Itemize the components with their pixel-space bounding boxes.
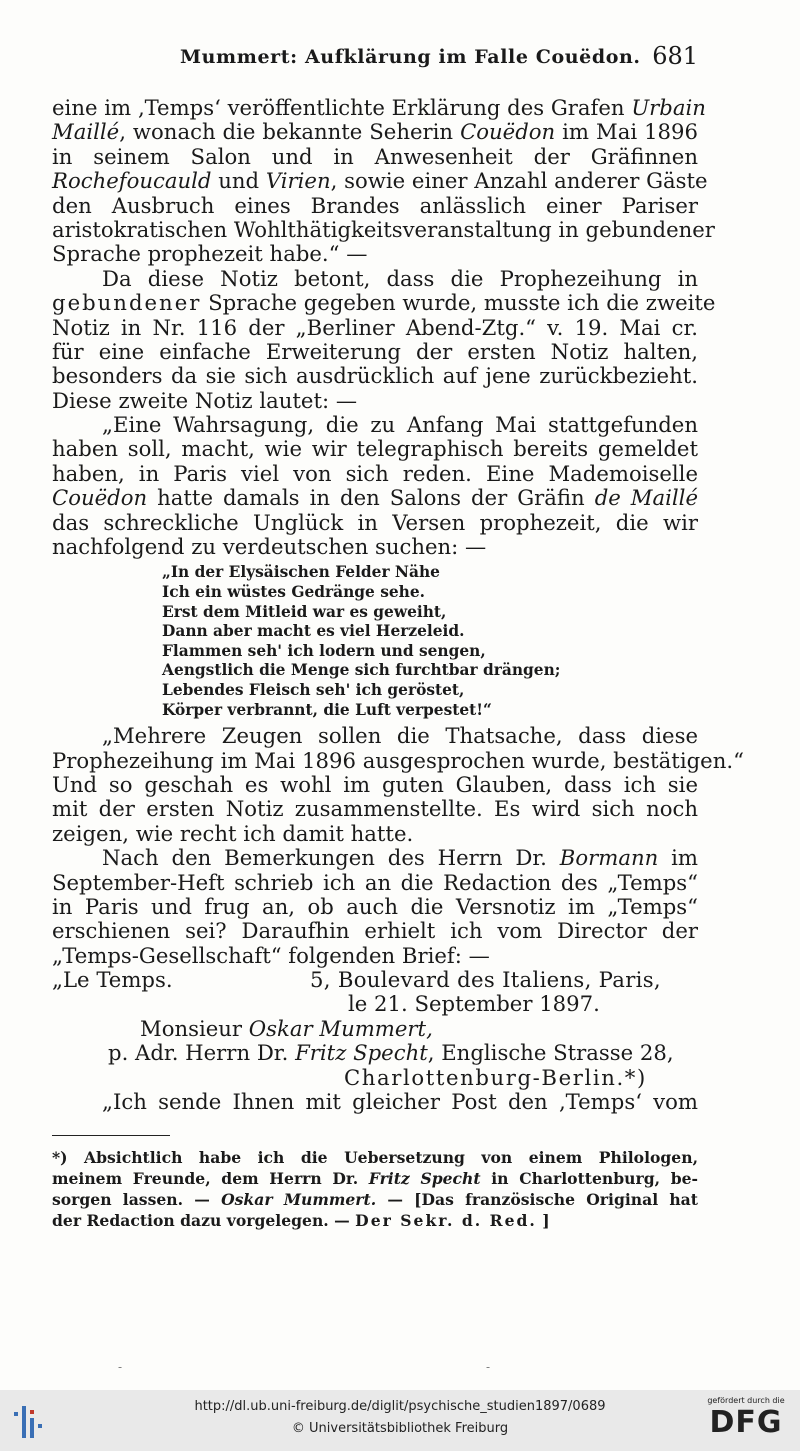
text-line: „Eine Wahrsagung, die zu Anfang Mai stattgefunden (102, 412, 698, 438)
text-line: für eine einfache Erweiterung der ersten Notiz halten, (52, 338, 698, 364)
text-line: besonders da sie sich ausdrücklich auf jene zurückbezieht. (52, 363, 698, 389)
text-line: Notiz in Nr. 116 der „Berliner Abend-Ztg.“ v. 19. Mai cr. (52, 314, 698, 340)
text-line: zeigen, wie recht ich damit hatte. (52, 820, 414, 846)
scan-mark: - (486, 1360, 491, 1374)
footnote-line: sorgen lassen. — Oskar Mummert. — [Das französische Original hat (52, 1190, 698, 1209)
text-line: Maillé, wonach die bekannte Seherin Couëdon im Mai 1896 (52, 119, 698, 145)
text-line: haben soll, macht, wie wir telegraphisch bereits gemeldet (52, 436, 698, 462)
letter-sender: „Le Temps. (52, 967, 173, 993)
text-line: September-Heft schrieb ich an die Redaction des „Temps“ (52, 869, 698, 895)
letter-greeting: Monsieur Oskar Mummert, (140, 1015, 433, 1041)
text-line: eine im ‚Temps‘ veröffentlichte Erklärung des Grafen Urbain (52, 95, 706, 120)
poem (162, 563, 698, 720)
text-line: den Ausbruch eines Brandes anlässlich einer Pariser (52, 192, 698, 218)
text-line: haben, in Paris viel von sich reden. Eine Mademoiselle (52, 460, 698, 486)
text-line: Prophezeihung im Mai 1896 ausgesprochen wurde, bestätigen.“ (52, 747, 744, 773)
letter-recipient-city: Charlottenburg-Berlin.*) (344, 1064, 647, 1090)
footnote (52, 1147, 698, 1231)
source-url[interactable]: http://dl.ub.uni-freiburg.de/diglit/psychische_studien1897/0689 (194, 1399, 606, 1414)
poem-line: Aengstlich die Menge sich furchtbar drängen; (162, 661, 561, 680)
footnote-line: meinem Freunde, dem Herrn Dr. Fritz Specht in Charlottenburg, be- (52, 1169, 699, 1188)
text-line: „Temps-Gesellschaft“ folgenden Brief: — (52, 942, 490, 968)
letter-address: 5, Boulevard des Italiens, Paris, (310, 967, 661, 993)
poem-line: Flammen seh' ich lodern und sengen, (162, 641, 486, 660)
running-title: Mummert: Aufklärung im Falle Couëdon. (180, 46, 641, 68)
footnote-rule (52, 1135, 170, 1136)
text-line: Couëdon hatte damals in den Salons der Gräfin de Maillé (52, 485, 698, 511)
text-line: „Mehrere Zeugen sollen die Thatsache, dass diese (102, 723, 698, 749)
dfg-logo (702, 1396, 790, 1440)
footnote-line: der Redaction dazu vorgelegen. — Der Sekr. d. Red. ] (52, 1211, 550, 1230)
text-line: gebundener Sprache gegeben wurde, musste ich die zweite (52, 290, 716, 316)
text-line: erschienen sei? Daraufhin erhielt ich vom Director der (52, 918, 698, 944)
letter-recipient: p. Adr. Herrn Dr. Fritz Specht, Englische Strasse 28, (108, 1040, 674, 1066)
letter-date: le 21. September 1897. (348, 991, 600, 1017)
text-line: nachfolgend zu verdeutschen suchen: — (52, 534, 487, 560)
page-header (52, 42, 698, 76)
text-line: das schreckliche Unglück in Versen prophezeit, die wir (52, 509, 698, 535)
footnote-line: *) Absichtlich habe ich die Uebersetzung von einem Philologen, (52, 1148, 698, 1167)
text-line: mit der ersten Notiz zusammenstellte. Es wird sich noch (52, 796, 698, 822)
body-text (52, 95, 744, 1115)
letter-heading (52, 968, 698, 992)
text-line: in seinem Salon und in Anwesenheit der Gräfinnen (52, 143, 698, 169)
text-line: Und so geschah es wohl im guten Glauben, dass ich sie (52, 771, 698, 797)
text-line: in Paris und frug an, ob auch die Versnotiz im „Temps“ (52, 893, 698, 919)
viewer-footer (0, 1390, 800, 1451)
text-line: Diese zweite Notiz lautet: — (52, 387, 358, 413)
poem-line: Erst dem Mitleid war es geweiht, (162, 602, 447, 621)
text-line: Da diese Notiz betont, dass die Prophezeihung in (102, 265, 698, 291)
text-line: Rochefoucauld und Virien, sowie einer Anzahl anderer Gäste (52, 168, 708, 194)
page-number: 681 (652, 42, 698, 70)
poem-line: Lebendes Fleisch seh' ich geröstet, (162, 680, 465, 699)
text-line: „Ich sende Ihnen mit gleicher Post den ‚Temps‘ vom (102, 1089, 698, 1115)
poem-line: Dann aber macht es viel Herzeleid. (162, 622, 465, 641)
text-line: Sprache prophezeit habe.“ — (52, 241, 368, 267)
dfg-caption: gefördert durch die (707, 1396, 785, 1405)
poem-line: Körper verbrannt, die Luft verpestet!“ (162, 700, 492, 719)
letter-date-line (52, 992, 698, 1016)
dfg-wordmark: DFG (709, 1405, 783, 1440)
poem-line: Ich ein wüstes Gedränge sehe. (162, 583, 426, 602)
text-line: aristokratischen Wohlthätigkeitsveranstaltung in gebundener (52, 216, 715, 242)
scan-mark: - (118, 1360, 123, 1374)
copyright-notice: © Universitätsbibliothek Freiburg (291, 1421, 509, 1436)
poem-line: „In der Elysäischen Felder Nähe (162, 563, 440, 582)
text-line: Nach den Bemerkungen des Herrn Dr. Bormann im (102, 845, 698, 871)
